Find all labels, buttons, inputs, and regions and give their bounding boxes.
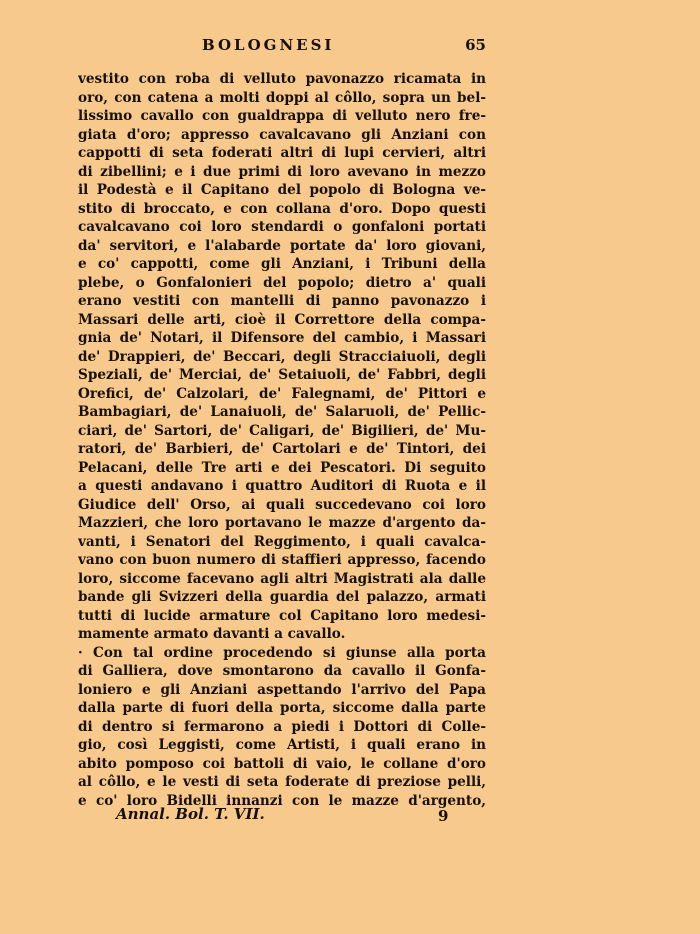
text-line: di Galliera, dove smontarono da cavallo il Gonfa- — [78, 663, 486, 679]
text-line: Orefici, de' Calzolari, de' Falegnami, de' Pittori e — [78, 385, 486, 402]
text-line: loro, siccome facevano agli altri Magistrati ala dalle — [78, 570, 486, 587]
text-line: cappotti di seta foderati altri di lupi cervieri, altri — [78, 145, 486, 161]
text-line: vanti, i Senatori del Reggimento, i quali cavalca- — [78, 533, 486, 550]
text-line: gnia de' Notari, il Difensore del cambio, i Massari — [78, 330, 486, 346]
text-line: Speziali, de' Merciai, de' Setaiuoli, de' Fabbri, degli — [78, 367, 486, 383]
text-line: abito pomposo coi battoli di vaio, le collane d'oro — [78, 755, 486, 772]
text-line: da' servitori, e l'alabarde portate da' loro giovani, — [78, 237, 486, 254]
text-line: Pelacani, delle Tre arti e dei Pescatori. Di seguito — [78, 459, 486, 476]
text-line: Mazzieri, che loro portavano le mazze d'argento da- — [78, 515, 486, 531]
text-line: ciari, de' Sartori, de' Caligari, de' Bigilieri, de' Mu- — [78, 422, 486, 439]
page-footer — [78, 805, 486, 827]
text-line: ratori, de' Barbieri, de' Cartolari e de' Tintori, dei — [78, 441, 486, 457]
text-line: vestito con roba di velluto pavonazzo ricamata in — [78, 71, 486, 87]
text-line: di zibellini; e i due primi di loro avevano in mezzo — [78, 163, 486, 180]
body-text — [78, 70, 486, 810]
text-line: loniero e gli Anziani aspettando l'arrivo del Papa — [78, 681, 486, 698]
running-head: BOLOGNESI — [202, 36, 335, 54]
text-line: giata d'oro; appresso cavalcavano gli Anziani con — [78, 126, 486, 143]
text-line: di dentro si fermarono a piedi i Dottori di Colle- — [78, 718, 486, 735]
text-line: cavalcavano coi loro stendardi o gonfaloni portati — [78, 219, 486, 235]
page-header — [78, 36, 486, 58]
text-line: stito di broccato, e con collana d'oro. Dopo questi — [78, 200, 486, 217]
text-line: e co' cappotti, come gli Anziani, i Tribuni della — [78, 256, 486, 272]
text-line: a questi andavano i quattro Auditori di Ruota e il — [78, 478, 486, 494]
text-line: plebe, o Gonfalonieri del popolo; dietro a' quali — [78, 274, 486, 291]
text-line: vano con buon numero di staffieri appresso, facendo — [78, 552, 486, 568]
text-line: mamente armato davanti a cavallo. — [78, 626, 346, 642]
signature-mark: 9 — [438, 807, 449, 825]
text-line: e co' loro Bidelli innanzi con le mazze d'argento, — [78, 792, 486, 809]
text-line: dalla parte di fuori della porta, siccome dalla parte — [78, 700, 486, 716]
text-line: Giudice dell' Orso, ai quali succedevano coi loro — [78, 496, 486, 513]
text-line: bande gli Svizzeri della guardia del palazzo, armati — [78, 589, 486, 605]
text-line: de' Drappieri, de' Beccari, degli Stracciaiuoli, degli — [78, 348, 486, 365]
text-line: · Con tal ordine procedendo si giunse alla porta — [78, 644, 486, 661]
text-line: tutti di lucide armature col Capitano loro medesi- — [78, 607, 486, 624]
text-line: Massari delle arti, cioè il Correttore della compa- — [78, 311, 486, 328]
printer-signature: Annal. Bol. T. VII. — [116, 805, 265, 823]
page-number: 65 — [465, 36, 486, 54]
text-line: lissimo cavallo con gualdrappa di velluto nero fre- — [78, 108, 486, 124]
text-line: erano vestiti con mantelli di panno pavonazzo i — [78, 293, 486, 309]
text-line: Bambagiari, de' Lanaiuoli, de' Salaruoli, de' Pellic- — [78, 404, 486, 420]
text-line: gio, così Leggisti, come Artisti, i quali erano in — [78, 737, 486, 753]
text-line: il Podestà e il Capitano del popolo di Bologna ve- — [78, 182, 486, 198]
text-line: oro, con catena a molti doppi al côllo, sopra un bel- — [78, 89, 486, 106]
text-line: al côllo, e le vesti di seta foderate di preziose pelli, — [78, 774, 486, 790]
